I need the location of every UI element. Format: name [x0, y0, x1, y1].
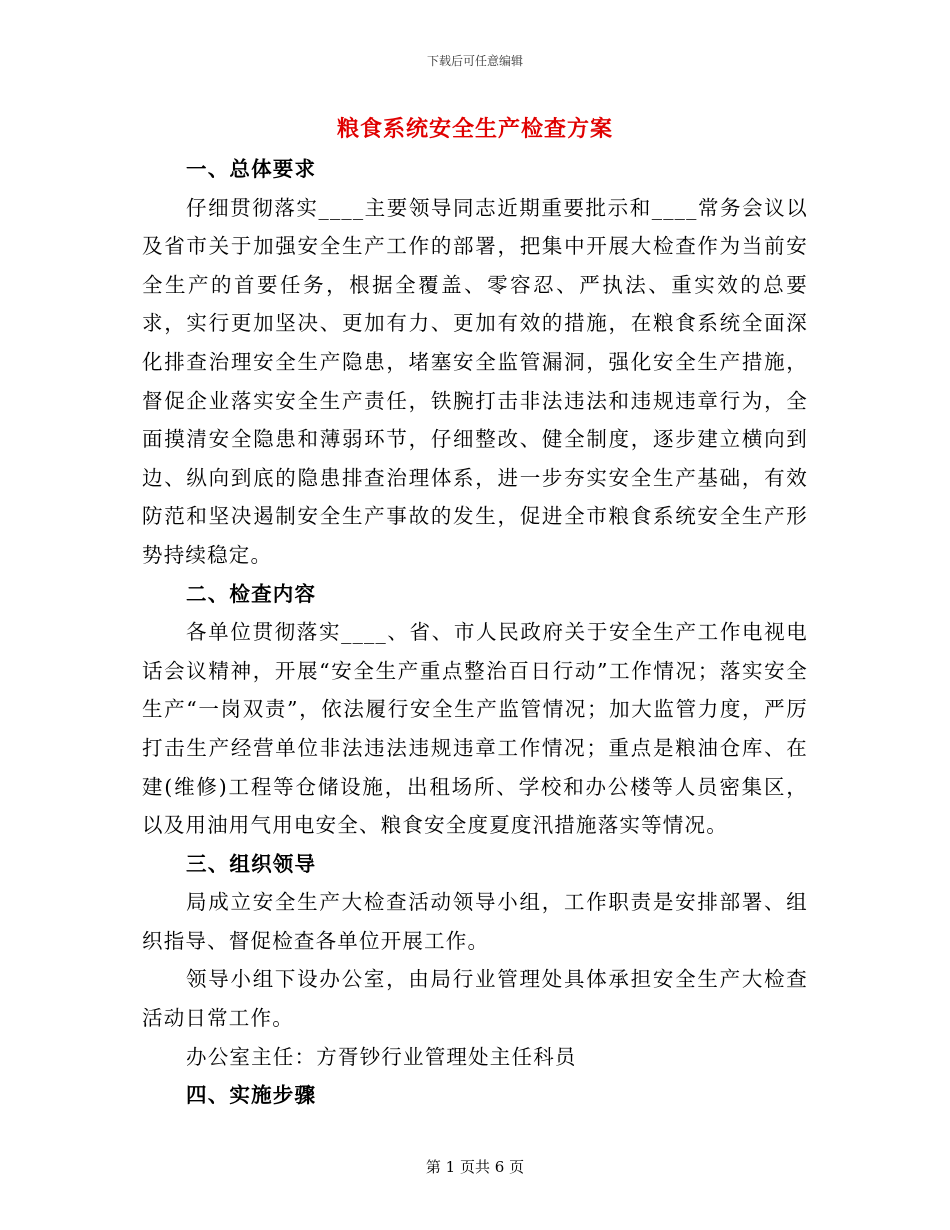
- section-3-paragraph-3: 办公室主任：方胥钞行业管理处主任科员: [186, 1044, 577, 1069]
- page-number-footer: 第 1 页共 6 页: [425, 1158, 525, 1176]
- document-body: [142, 150, 808, 1115]
- section-3-paragraph-2: 领导小组下设办公室，由局行业管理处具体承担安全生产大检查活动日常工作。: [142, 967, 808, 1031]
- header-note: 下载后可任意编辑: [426, 54, 523, 68]
- section-heading-2: 二、检查内容: [186, 581, 317, 606]
- section-heading-1: 一、总体要求: [186, 157, 317, 181]
- section-heading-3: 三、组织领导: [186, 851, 317, 876]
- section-heading-4: 四、实施步骤: [186, 1083, 317, 1108]
- section-1-paragraph-1: 仔细贯彻落实____主要领导同志近期重要批示和____常务会议以及省市关于加强安全生产工作的部署，把集中开展大检查作为当前安全生产的首要任务，根据全覆盖、零容忍、严执法、重实效的总要求，实行更加坚决、更加有力、更加有效的措施，在粮食系统全面深化排查治理安全生产隐患，堵塞安全监管漏洞，强化安全生产措施，督促企业落实安全生产责任，铁腕打击非法违法和违规违章行为，全面摸清安全隐患和薄弱环节，仔细整改、健全制度，逐步建立横向到边、纵向到底的隐患排查治理体系，进一步夯实安全生产基础，有效防范和坚决遏制安全生产事故的发生，促进全市粮食系统安全生产形势持续稳定。: [142, 195, 808, 567]
- section-3-paragraph-1: 局成立安全生产大检查活动领导小组，工作职责是安排部署、组织指导、督促检查各单位开展工作。: [142, 890, 808, 953]
- section-2-paragraph-1: 各单位贯彻落实____、省、市人民政府关于安全生产工作电视电话会议精神，开展“安全生产重点整治百日行动”工作情况；落实安全生产“一岗双责”，依法履行安全生产监管情况；加大监管力度，严厉打击生产经营单位非法违法违规违章工作情况；重点是粮油仓库、在建(维修)工程等仓储设施，出租场所、学校和办公楼等人员密集区，以及用油用气用电安全、粮食安全度夏度汛措施落实等情况。: [142, 620, 808, 838]
- document-title: 粮食系统安全生产检查方案: [336, 116, 613, 142]
